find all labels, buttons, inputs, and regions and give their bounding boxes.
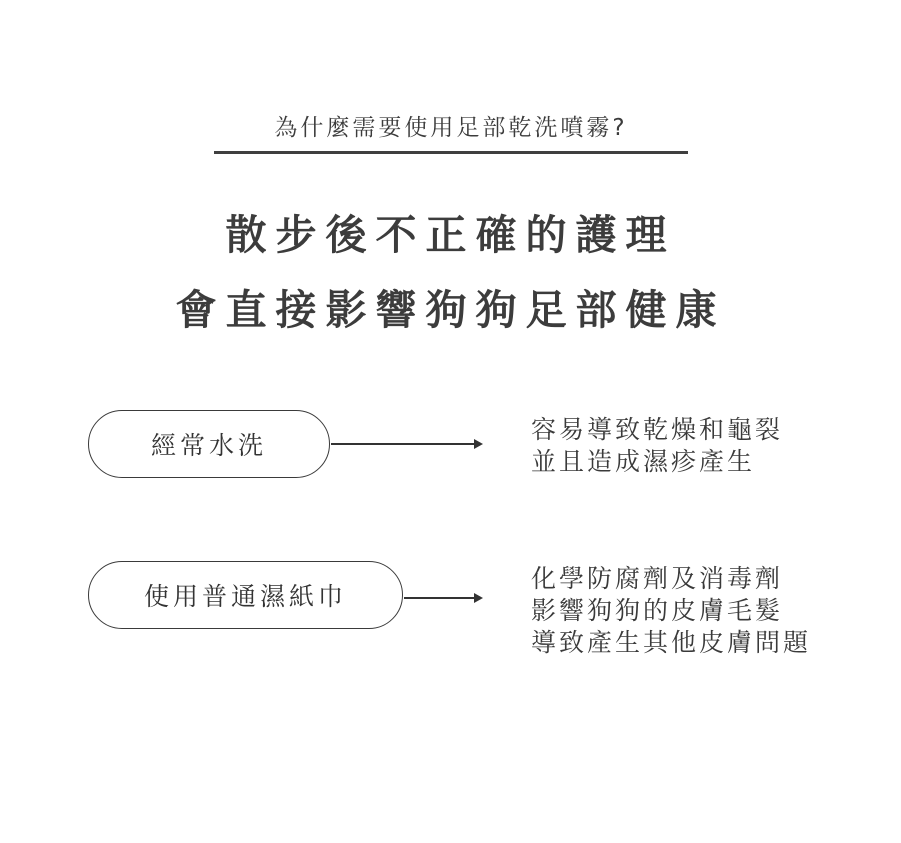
cause-label: 經常水洗 [150,431,267,460]
effect-line: 導致產生其他皮膚問題 [531,628,812,657]
headline-line-2: 會直接影響狗狗足部健康 [175,286,726,334]
effect-line: 容易導致乾燥和龜裂 [531,415,784,444]
arrow-right-icon [404,591,483,605]
title-underline [214,151,688,154]
cause-label: 使用普通濕紙巾 [143,582,347,611]
effect-text-washing [531,414,783,478]
cause-pill-washing [88,410,330,478]
effect-text-wet-wipes [531,563,811,659]
arrow-right-icon [331,437,483,451]
section-title: 為什麼需要使用足部乾洗噴霧? [274,115,628,141]
effect-line: 影響狗狗的皮膚毛髮 [531,596,784,625]
headline-line-1: 散步後不正確的護理 [225,211,676,259]
effect-line: 化學防腐劑及消毒劑 [531,564,784,593]
effect-line: 並且造成濕疹產生 [531,447,756,476]
cause-pill-wet-wipes [88,561,403,629]
